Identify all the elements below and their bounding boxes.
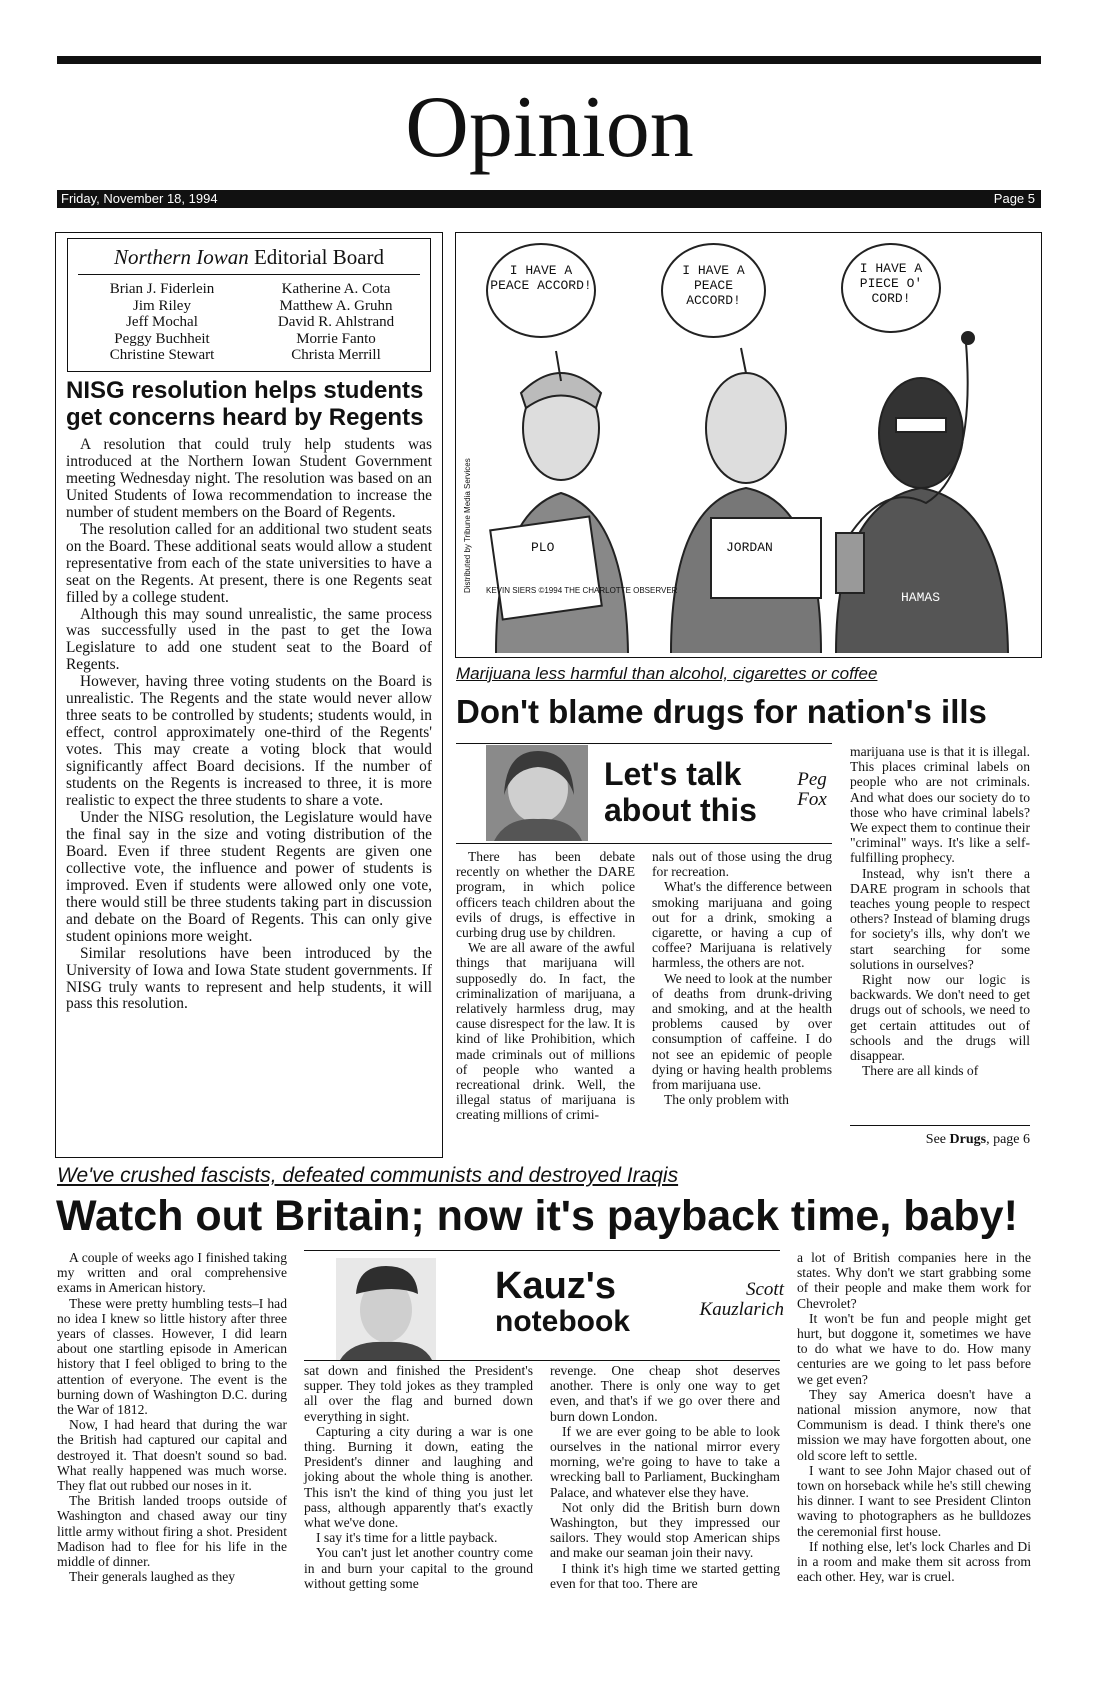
kauz-author-first: Scott <box>746 1279 784 1300</box>
fox-byline <box>790 770 834 810</box>
kauz-column-2 <box>304 1363 533 1591</box>
page-number: Page 5 <box>993 191 1035 206</box>
kauz-paragraph: I say it's time for a little payback. <box>316 1530 498 1546</box>
editorial-paragraph: Similar resolutions have been introduced by the University of Iowa and Iowa State student governments. If NISG truly wants to represent and help students, it will pass this resolution. <box>66 944 432 1013</box>
kauz-author-last: Kauzlarich <box>699 1299 784 1320</box>
kauz-paragraph: You can't just let another country come in and burn your capital to the ground without getting some <box>304 1545 533 1591</box>
fox-column-1 <box>456 849 635 1123</box>
board-member: David R. Ahlstrand <box>277 314 395 330</box>
scott-kauzlarich-photo <box>336 1258 436 1360</box>
jump-rule <box>850 1125 1030 1126</box>
kauz-header-rule <box>304 1250 780 1251</box>
speech-bubble-2: I HAVE A PEACE ACCORD! <box>661 243 766 338</box>
editorial-board-title <box>68 245 430 269</box>
cartoon-label-hamas: HAMAS <box>901 590 941 605</box>
kauz-column-name-line2: notebook <box>495 1305 630 1338</box>
kauz-header-rule-bottom <box>304 1360 780 1361</box>
fox-paragraph: There has been debate recently on whether the DARE program, in which police officers teach children about the evils of drugs, is effective in curbing drug use by children. <box>456 849 635 941</box>
board-member: Jeff Mochal <box>126 314 198 330</box>
board-names-right <box>256 281 416 364</box>
board-divider <box>78 274 420 275</box>
cartoon-label-plo: PLO <box>531 540 555 555</box>
kauz-column-1 <box>57 1250 287 1584</box>
fox-paragraph: marijuana use is that it is illegal. This places criminal labels on people who are not criminals. And what does our society do to those who have criminal labels? We expect them to continue their "criminal" ways. It's like a self-fulfilling prophecy. <box>850 744 1030 866</box>
board-member: Jim Riley <box>133 297 191 314</box>
fox-paragraph: We need to look at the number of deaths from drunk-driving and smoking, and at the health problems caused by over consumption of caffeine. I do not see an epidemic of people dying or having health problems from marijuana use. <box>652 970 832 1093</box>
fox-column-2 <box>652 849 832 1107</box>
editorial-paragraph: However, having three voting students on the Board is unrealistic. The Regents and the state would never allow three seats to be controlled by students; students would, in effect, control approximately one-third of the Regents' votes. This may create a voting block that would significantly affect Board decisions. If the number of students on the Regents is increased to three, it is more realistic to expect the three students to share a vote. <box>66 673 432 810</box>
editorial-headline: NISG resolution helps students get concerns heard by Regents <box>66 377 424 431</box>
jump-prefix: See <box>925 1132 950 1147</box>
kauz-paragraph: I want to see John Major chased out of town on horseback while he's still chewing his dinner. I want to see President Clinton waving to photographers as he bulldozes the ceremonial first house. <box>797 1462 1031 1539</box>
jump-line[interactable] <box>850 1132 1030 1148</box>
kauz-paragraph: revenge. One cheap shot deserves another. There is only one way to get even, and that's if we go over there and burn down London. <box>550 1363 780 1424</box>
kauz-paragraph: Their generals laughed as they <box>69 1569 236 1585</box>
kauz-column-4 <box>797 1250 1031 1584</box>
editorial-paragraph: Under the NISG resolution, the Legislature would have the final say in the size and voting distribution of the Board. Even if three student Regents are given one collective vote, the influence and power of students is improved. Even if students were allowed only one vote, there would still be three students taking part in discussion and debate on the Board of Regents. This can only give student opinions more weight. <box>66 808 432 945</box>
fox-paragraph: nals out of those using the drug for recreation. <box>652 849 832 880</box>
kauz-paragraph: Not only did the British burn down Washington, but they impressed our sailors. They would stop American ships and make our seaman join their navy. <box>550 1499 780 1561</box>
kauz-paragraph: Capturing a city during a war is one thing. Burning it down, eating the President's dinner and laughing and joking about the whole thing is another. This isn't the kind of thing you just let pass, although apparently that's exactly what we've done. <box>304 1423 533 1531</box>
portrait-graphic <box>486 745 588 841</box>
fox-column-name-line1: Let's talk <box>604 756 742 792</box>
board-title-italic: Northern Iowan <box>113 245 249 269</box>
board-member: Matthew A. Gruhn <box>279 297 393 314</box>
kauz-column-3 <box>550 1363 780 1591</box>
board-member: Katherine A. Cota <box>281 281 391 297</box>
section-title: Opinion <box>405 79 694 176</box>
board-member: Christa Merrill <box>291 347 381 363</box>
board-names-left <box>82 281 242 364</box>
issue-date: Friday, November 18, 1994 <box>61 191 218 206</box>
editorial-board-box <box>67 238 431 372</box>
jump-target[interactable]: Drugs <box>949 1132 987 1147</box>
editorial-body <box>66 437 432 1013</box>
kauz-paragraph: a lot of British companies here in the states. Why don't we start grabbing some of their people and make them work for Chevrolet? <box>797 1250 1031 1311</box>
fox-paragraph: The only problem with <box>664 1092 789 1108</box>
peg-fox-photo <box>486 745 588 841</box>
kauz-byline <box>666 1280 784 1320</box>
kauz-kicker: We've crushed fascists, defeated communists and destroyed Iraqis <box>57 1164 679 1187</box>
fox-paragraph: Instead, why isn't there a DARE program in schools that teaches young people to respect others? Instead of blaming drugs for society's ills, why don't we start searching for some solutions in ourselves? <box>850 865 1030 972</box>
jump-suffix: , page 6 <box>986 1132 1030 1147</box>
kauz-paragraph: If we are ever going to be able to look ourselves in the national mirror every morning, we're going to have to take a wrecking ball to Parliament, Buckingham Palace, and whatever else they have. <box>550 1423 780 1500</box>
fox-paragraph: We are all aware of the awful things that marijuana will supposedly do. In fact, the criminalization of marijuana, a relatively harmless drug, may cause disrespect for the law. It is kind of like Prohibition, which made criminals out of millions of people who wanted a recreational drink. Well, the illegal status of marijuana is creating millions of crimi- <box>456 940 635 1123</box>
fox-header-rule <box>456 743 832 744</box>
portrait-graphic <box>336 1258 436 1360</box>
kauz-paragraph: Now, I had heard that during the war the British had captured our capital and destroyed it. That doesn't sound so bad. What really happened was much worse. They flat out rubbed our noses in it. <box>57 1417 287 1494</box>
fox-header-rule-bottom <box>456 843 832 844</box>
kauz-paragraph: sat down and finished the President's supper. They told jokes as they trampled all over the flag and burned down everything in sight. <box>304 1363 533 1424</box>
cartoon-credit: Distributed by Tribune Media Services <box>463 458 472 593</box>
board-member: Christine Stewart <box>109 347 215 363</box>
fox-column-name-line2: about this <box>604 792 757 828</box>
fox-paragraph: What's the difference between smoking marijuana and going out for a drink, smoking a cigarette, or having a cup of coffee? Marijuana is relatively harmless, the others are not. <box>652 879 832 971</box>
cartoon-figure-plo <box>490 351 628 653</box>
cartoon-signature: KEVIN SIERS ©1994 THE CHARLOTTE OBSERVER <box>486 586 678 595</box>
cartoon-figure-jordan <box>671 348 821 653</box>
editorial-paragraph: A resolution that could truly help students was introduced at the Northern Iowan Student Government meeting Wednesday night. The resolution was based on an United Students of Iowa recommendation to increase the number of student members on the Board of Regents. <box>66 436 432 521</box>
board-member: Peggy Buchheit <box>114 330 210 347</box>
kauz-paragraph: I think it's high time we started getting even for that too. There are <box>550 1560 780 1591</box>
cartoon-label-jordan: JORDAN <box>726 540 773 555</box>
editorial-cartoon <box>455 232 1042 658</box>
kauz-paragraph: It won't be fun and people might get hurt, but doggone it, sometimes we have to do what we have to do. How many centuries are we going to let pass before we get even? <box>797 1310 1031 1387</box>
kauz-paragraph: A couple of weeks ago I finished taking my written and oral comprehensive exams in American history. <box>57 1250 287 1296</box>
editorial-paragraph: The resolution called for an additional two student seats on the Board. These additional seats would allow a student representative from each of the state universities to have a seat on the Regents. At present, there is one Regents seat filled by a college student. <box>66 520 432 606</box>
fox-headline: Don't blame drugs for nation's ills <box>456 693 987 730</box>
kauz-column-name-line1: Kauz's <box>495 1265 616 1307</box>
kauz-paragraph: The British landed troops outside of Washington and chased away our tiny little army without firing a shot. President Madison had to flee for his life in the middle of dinner. <box>57 1493 287 1570</box>
date-bar <box>57 190 1041 208</box>
fox-kicker: Marijuana less harmful than alcohol, cigarettes or coffee <box>456 664 878 683</box>
fox-paragraph: Right now our logic is backwards. We don't need to get drugs out of schools, we need to get certain attitudes out of schools and the drugs will disappear. <box>850 972 1030 1064</box>
kauz-paragraph: They say America doesn't have a national mission anymore, now that Communism is dead. I think there's one mission we may have forgotten about, one old score left to settle. <box>797 1386 1031 1463</box>
fox-column-3 <box>850 744 1030 1078</box>
speech-bubble-3: I HAVE A PIECE O' CORD! <box>841 243 941 333</box>
fox-column-name <box>604 756 774 828</box>
kauz-paragraph: If nothing else, let's lock Charles and Di in a room and make them sit across from each other. Hey, war is cruel. <box>797 1538 1031 1585</box>
fox-paragraph: There are all kinds of <box>862 1063 979 1079</box>
fox-author-last: Fox <box>797 789 827 810</box>
kauz-paragraph: These were pretty humbling tests–I had no idea I knew so little history after three years of classes. However, I did learn about one startling episode in American history that I feel obliged to bring to the attention of everyone. The event is the burning down of Washington D.C. during the War of 1812. <box>57 1295 287 1418</box>
kauz-headline: Watch out Britain; now it's payback time, baby! <box>56 1192 1018 1240</box>
board-member: Brian J. Fiderlein <box>109 281 215 297</box>
top-rule <box>57 56 1041 64</box>
speech-bubble-1: I HAVE A PEACE ACCORD! <box>486 243 596 338</box>
board-member: Morrie Fanto <box>296 330 376 347</box>
fox-author-first: Peg <box>797 769 827 790</box>
editorial-paragraph: Although this may sound unrealistic, the same process was successfully used in the past to get the Iowa Legislature to add one student seat to the Board of Regents. <box>66 605 432 674</box>
kauz-column-name <box>495 1266 665 1338</box>
board-title-rest: Editorial Board <box>248 245 385 269</box>
